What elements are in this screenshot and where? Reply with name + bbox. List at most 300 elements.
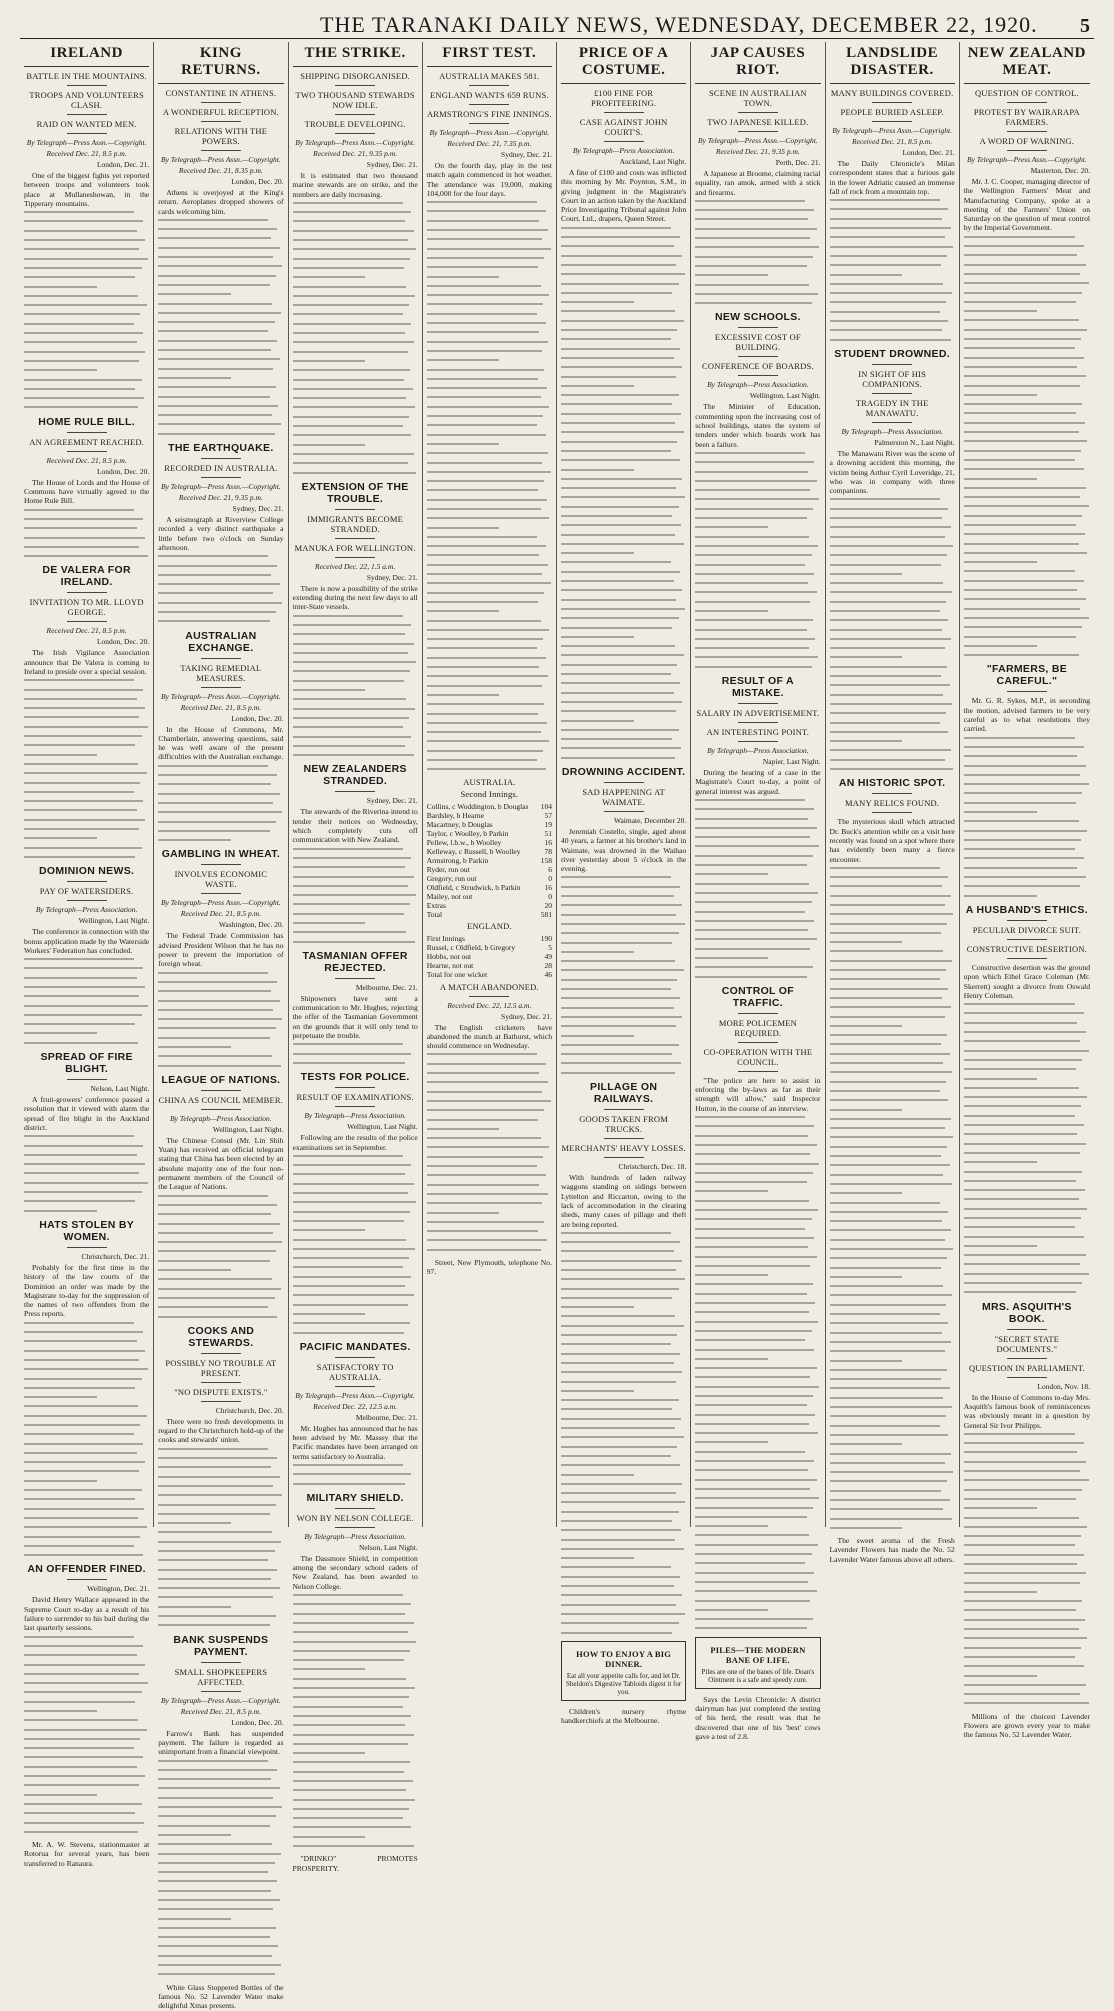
dateline: Wellington, Last Night. bbox=[78, 916, 150, 926]
text-line bbox=[830, 218, 943, 220]
runs: 16 bbox=[544, 837, 552, 847]
article bbox=[24, 1219, 149, 1556]
text-line bbox=[964, 1143, 1086, 1145]
text-line bbox=[427, 666, 540, 668]
text-line bbox=[830, 208, 949, 210]
article-subheading: ARMSTRONG'S FINE INNINGS. bbox=[426, 109, 552, 119]
dateline: London, Dec. 20. bbox=[231, 713, 284, 723]
text-line bbox=[695, 1451, 805, 1453]
text-line bbox=[964, 1105, 1081, 1107]
text-line bbox=[561, 654, 684, 656]
text-line bbox=[964, 1591, 1037, 1593]
article-title: HATS STOLEN BY WOMEN. bbox=[39, 1218, 135, 1243]
text-line bbox=[695, 1618, 813, 1620]
text-line bbox=[695, 1172, 813, 1174]
article bbox=[24, 1563, 149, 1832]
text-line bbox=[561, 487, 676, 489]
article-text: The Daily Chronicle's Milan correspondent states that a furious gale in the lower Adriatic caused an immense fall of rock from a mountain top. bbox=[829, 159, 955, 196]
text-line bbox=[561, 1492, 676, 1494]
text-line bbox=[561, 524, 681, 526]
text-line bbox=[695, 1330, 811, 1332]
text-line bbox=[293, 1761, 411, 1763]
text-line bbox=[830, 1453, 951, 1455]
text-line bbox=[158, 414, 272, 416]
text-line bbox=[830, 246, 954, 248]
text-line bbox=[158, 972, 268, 974]
article-title: LEAGUE OF NATIONS. bbox=[161, 1073, 281, 1086]
text-line bbox=[24, 360, 139, 362]
text-line bbox=[695, 1311, 809, 1313]
text-line bbox=[561, 543, 684, 545]
text-line bbox=[158, 1306, 268, 1308]
byline: By Telegraph—Press Assn.—Copyright. bbox=[26, 138, 147, 147]
dateline: London, Nov. 18. bbox=[1037, 1381, 1090, 1391]
divider bbox=[201, 687, 241, 688]
text-line bbox=[158, 1550, 274, 1552]
text-line bbox=[24, 555, 148, 557]
dateline: Christchurch, Dec. 18. bbox=[618, 1162, 687, 1172]
text-line bbox=[24, 369, 97, 371]
text-line bbox=[695, 1293, 806, 1295]
text-line bbox=[830, 339, 951, 341]
text-line bbox=[158, 1485, 273, 1487]
article-title: AUSTRALIA MAKES 581. bbox=[439, 71, 540, 81]
text-line bbox=[561, 1315, 675, 1317]
text-line bbox=[293, 1285, 406, 1287]
text-line bbox=[158, 1046, 231, 1048]
text-line bbox=[830, 1322, 949, 1324]
text-line bbox=[964, 1022, 1078, 1024]
ad-title: PILES—THE MODERN BANE OF LIFE. bbox=[710, 1644, 806, 1665]
text-line bbox=[24, 1691, 142, 1693]
dateline: Sydney, Dec. 21. bbox=[501, 1011, 552, 1021]
runs: 51 bbox=[544, 828, 552, 838]
text-line bbox=[24, 1005, 148, 1007]
text-line bbox=[561, 450, 671, 452]
article-title: RESULT OF A MISTAKE. bbox=[721, 675, 794, 700]
text-line bbox=[427, 722, 547, 724]
text-line bbox=[964, 598, 1086, 600]
dateline: Wellington, Last Night. bbox=[749, 391, 821, 401]
text-line bbox=[964, 792, 1083, 794]
text-line bbox=[561, 886, 680, 888]
text-line bbox=[24, 1664, 145, 1666]
text-line bbox=[427, 1202, 542, 1204]
text-line bbox=[24, 1470, 139, 1472]
text-line bbox=[561, 1288, 679, 1290]
divider bbox=[335, 538, 375, 539]
text-line bbox=[427, 759, 537, 761]
text-line bbox=[24, 509, 134, 511]
text-line bbox=[427, 1063, 546, 1065]
text-line bbox=[293, 643, 414, 645]
text-line bbox=[427, 1146, 550, 1148]
article-subheading: "SECRET STATE DOCUMENTS." bbox=[994, 1333, 1060, 1354]
text-line bbox=[561, 422, 675, 424]
article-text: David Henry Wallace appeared in the Supreme Court to-day as a result of his failure to surrender to his bail during the last quarterly sessions. bbox=[24, 1595, 150, 1633]
text-line bbox=[964, 1628, 1079, 1630]
article-subheading: A WONDERFUL RECEPTION. bbox=[162, 107, 279, 117]
text-line bbox=[830, 1090, 940, 1092]
text-lines bbox=[695, 1116, 820, 1629]
text-line bbox=[293, 876, 414, 878]
text-line bbox=[158, 1973, 274, 1975]
text-line bbox=[158, 555, 268, 557]
text-line bbox=[695, 1479, 816, 1481]
column-footer-text: Children's nursery rhyme handkerchiefs at the Melbourne. bbox=[561, 1706, 687, 1726]
text-line bbox=[964, 1226, 1075, 1228]
column-heading: THE STRIKE. bbox=[293, 42, 418, 67]
text-line bbox=[561, 738, 672, 740]
text-line bbox=[293, 1678, 407, 1680]
text-line bbox=[695, 228, 816, 230]
column-heading: KING RETURNS. bbox=[158, 42, 283, 84]
article-title: AN HISTORIC SPOT. bbox=[838, 777, 946, 790]
dateline: Nelson, Last Night. bbox=[90, 1084, 150, 1094]
text-line bbox=[830, 988, 949, 990]
text-line bbox=[695, 274, 768, 276]
text-line bbox=[427, 266, 538, 268]
text-line bbox=[24, 1135, 134, 1137]
article bbox=[24, 71, 149, 408]
text-line bbox=[830, 1443, 903, 1445]
text-line bbox=[964, 774, 1080, 776]
article bbox=[24, 865, 149, 1044]
text-line bbox=[561, 599, 676, 601]
text-line bbox=[830, 1350, 945, 1352]
text-line bbox=[158, 592, 273, 594]
article-title: NEW ZEALANDERS STRANDED. bbox=[303, 763, 407, 788]
text-line bbox=[695, 1386, 819, 1388]
text-line bbox=[427, 369, 545, 371]
text-line bbox=[830, 1341, 951, 1343]
divider bbox=[738, 1071, 778, 1072]
text-line bbox=[293, 1173, 406, 1175]
divider bbox=[201, 1353, 241, 1354]
text-line bbox=[964, 385, 1080, 387]
text-line bbox=[561, 1353, 680, 1355]
article bbox=[561, 1081, 686, 1634]
text-line bbox=[293, 1294, 414, 1296]
text-line bbox=[561, 329, 677, 331]
text-line bbox=[24, 1359, 139, 1361]
text-line bbox=[964, 394, 1037, 396]
text-line bbox=[695, 1376, 810, 1378]
batsman: Total bbox=[426, 909, 443, 919]
text-line bbox=[427, 1193, 548, 1195]
text-line bbox=[293, 388, 413, 390]
text-line bbox=[561, 1035, 634, 1037]
text-line bbox=[24, 977, 137, 979]
text-line bbox=[427, 647, 537, 649]
article bbox=[158, 1325, 283, 1627]
text-line bbox=[830, 913, 954, 915]
text-line bbox=[158, 1815, 276, 1817]
text-line bbox=[695, 610, 768, 612]
page-number: 5 bbox=[1080, 15, 1090, 37]
text-line bbox=[293, 295, 416, 297]
received-time: Received Dec. 21, 8.5 p.m. bbox=[852, 137, 933, 146]
article-title: MANY BUILDINGS COVERED. bbox=[830, 88, 954, 98]
text-line bbox=[830, 923, 948, 925]
text-line bbox=[427, 294, 550, 296]
text-line bbox=[561, 366, 682, 368]
text-line bbox=[158, 620, 269, 622]
text-line bbox=[158, 340, 277, 342]
text-line bbox=[293, 726, 403, 728]
article-subheading: AN AGREEMENT REACHED. bbox=[29, 436, 145, 447]
text-line bbox=[964, 319, 1079, 321]
text-line bbox=[964, 468, 1084, 470]
text-line bbox=[695, 1497, 819, 1499]
text-line bbox=[695, 911, 805, 913]
byline: By Telegraph—Press Assn.—Copyright. bbox=[429, 128, 550, 137]
text-line bbox=[293, 1789, 407, 1791]
text-line bbox=[293, 717, 409, 719]
text-line bbox=[293, 1641, 417, 1643]
article-text: Constructive desertion was the ground upon which Ethel Grace Coleman (Mr. Skerrett) sought a divorce from Oswald Henry Coleman. bbox=[963, 962, 1090, 1000]
text-line bbox=[964, 811, 1037, 813]
article-text: Mr. Hughes has announced that he has been advised by Mr. Massey that the Pacific mandates have been arranged on terms satisfactory to Australia. bbox=[292, 1423, 418, 1461]
text-line bbox=[158, 1899, 279, 1901]
text-line bbox=[695, 452, 805, 454]
divider bbox=[67, 621, 107, 622]
byline: By Telegraph—Press Association. bbox=[707, 380, 809, 390]
text-line bbox=[24, 248, 139, 250]
text-line bbox=[24, 1387, 135, 1389]
text-line bbox=[427, 1239, 547, 1241]
dateline: London, Dec. 21. bbox=[902, 148, 955, 157]
text-line bbox=[293, 1780, 413, 1782]
text-line bbox=[293, 1836, 366, 1838]
text-line bbox=[561, 1427, 675, 1429]
text-line bbox=[24, 1340, 137, 1342]
text-line bbox=[24, 726, 148, 728]
text-line bbox=[24, 1154, 137, 1156]
text-line bbox=[158, 405, 278, 407]
text-line bbox=[158, 330, 268, 332]
batsman: Ryder, run out bbox=[426, 864, 470, 874]
text-line bbox=[293, 670, 411, 672]
article bbox=[293, 71, 418, 474]
text-line bbox=[158, 1055, 272, 1057]
text-line bbox=[427, 554, 540, 556]
text-line bbox=[293, 425, 403, 427]
article-text: One of the biggest fights yet reported between troops and volunteers took place at Mullaneshowan, in the Tipperary mountains. bbox=[24, 171, 150, 208]
text-line bbox=[293, 931, 407, 933]
text-line bbox=[293, 941, 416, 943]
text-line bbox=[427, 387, 547, 389]
text-line bbox=[561, 923, 685, 925]
article-subheading: MERCHANTS' HEAVY LOSSES. bbox=[561, 1143, 686, 1154]
byline: By Telegraph—Press Assn.—Copyright. bbox=[161, 155, 281, 164]
text-lines bbox=[293, 848, 418, 943]
text-line bbox=[695, 1525, 768, 1527]
text-line bbox=[158, 990, 271, 992]
text-line bbox=[964, 755, 1078, 757]
received-time: Received Dec. 21, 9.35 p.m. bbox=[178, 493, 263, 503]
text-line bbox=[964, 1563, 1078, 1565]
article bbox=[695, 88, 820, 304]
text-line bbox=[964, 626, 1083, 628]
article-text: On the fourth day, play in the test match again commenced in hot weather. The attendance was 19,000, making 104,000 for the four days. bbox=[426, 161, 552, 198]
text-line bbox=[561, 1632, 672, 1634]
text-line bbox=[293, 286, 407, 288]
text-line bbox=[830, 712, 946, 714]
text-line bbox=[830, 749, 951, 751]
text-line bbox=[427, 1081, 548, 1083]
text-lines bbox=[24, 1322, 149, 1556]
article-text: There were no fresh developments in regard to the Christchurch hold-up of the cooks and stewards' union. bbox=[158, 1416, 284, 1445]
article-title: PILLAGE ON RAILWAYS. bbox=[590, 1081, 658, 1106]
dateline: London, Dec. 20. bbox=[231, 1717, 284, 1727]
text-line bbox=[561, 459, 680, 461]
england-title: ENGLAND. bbox=[466, 920, 512, 931]
dateline: Palmerston N., Last Night. bbox=[874, 437, 955, 447]
text-line bbox=[293, 1687, 416, 1689]
text-line bbox=[964, 1656, 1075, 1658]
text-line bbox=[695, 892, 818, 894]
text-line bbox=[24, 537, 145, 539]
article-subheading: RAID ON WANTED MEN. bbox=[36, 119, 137, 129]
text-line bbox=[158, 1232, 273, 1234]
text-lines bbox=[24, 211, 149, 408]
text-line bbox=[24, 1350, 145, 1352]
text-line bbox=[695, 284, 809, 286]
text-line bbox=[695, 845, 819, 847]
text-line bbox=[24, 847, 142, 849]
text-line bbox=[964, 1619, 1085, 1621]
text-line bbox=[158, 1316, 277, 1318]
dateline: Wellington, Last Night. bbox=[347, 1122, 418, 1132]
divider bbox=[1007, 1377, 1047, 1378]
text-line bbox=[158, 1531, 272, 1533]
text-line bbox=[695, 864, 806, 866]
text-line bbox=[427, 564, 548, 566]
article-title: CONTROL OF TRAFFIC. bbox=[721, 984, 794, 1009]
article-title: DOMINION NEWS. bbox=[39, 865, 135, 878]
text-line bbox=[427, 229, 548, 231]
text-line bbox=[293, 894, 417, 896]
text-line bbox=[830, 1229, 951, 1231]
text-lines bbox=[24, 958, 149, 1044]
article-title: SHIPPING DISORGANISED. bbox=[300, 71, 410, 81]
article-title: PACIFIC MANDATES. bbox=[299, 1340, 411, 1353]
text-line bbox=[427, 1221, 545, 1223]
runs: 190 bbox=[540, 933, 552, 943]
runs: 49 bbox=[544, 951, 552, 961]
text-line bbox=[964, 1675, 1037, 1677]
column-3 bbox=[289, 42, 423, 1873]
article-subheading: PECULIAR DIVORCE SUIT. bbox=[972, 924, 1082, 935]
article-title: THE EARTHQUAKE. bbox=[168, 442, 274, 455]
text-line bbox=[158, 574, 271, 576]
text-line bbox=[158, 1862, 274, 1864]
article-text: Farrow's Bank has suspended payment. The failure is regarded as unimportant from a financial viewpoint. bbox=[158, 1728, 284, 1757]
text-line bbox=[830, 1136, 954, 1138]
text-line bbox=[830, 768, 954, 770]
article-text: In the House of Commons to-day Mrs. Asquith's famous book of reminiscences was obviously meant in a question by General Sir Ivor Philipps. bbox=[963, 1392, 1090, 1430]
article-text: A seismograph at Riverview College recorded a very distinct earthquake a little before two o'clock on Sunday afternoon. bbox=[158, 515, 284, 552]
text-line bbox=[158, 1195, 268, 1197]
text-lines bbox=[830, 498, 955, 770]
divider bbox=[872, 393, 912, 394]
text-line bbox=[561, 1566, 671, 1568]
text-line bbox=[561, 431, 684, 433]
text-line bbox=[293, 913, 404, 915]
text-line bbox=[293, 341, 414, 343]
text-line bbox=[695, 1553, 811, 1555]
article-subheading: IMMIGRANTS BECOME STRANDED. bbox=[307, 513, 403, 534]
text-line bbox=[830, 1071, 953, 1073]
text-line bbox=[561, 534, 675, 536]
column-5 bbox=[557, 42, 691, 1726]
column-footer-text: "DRINKO" PROMOTES PROSPERITY. bbox=[292, 1854, 418, 1873]
text-line bbox=[964, 1059, 1083, 1061]
text-lines bbox=[24, 1636, 149, 1833]
text-line bbox=[158, 1513, 269, 1515]
text-line bbox=[695, 1190, 768, 1192]
text-line bbox=[830, 1118, 951, 1120]
text-line bbox=[158, 1787, 279, 1789]
divider bbox=[604, 141, 644, 142]
text-line bbox=[830, 731, 949, 733]
column-footer-text: Says the Levin Chronicle: A district dairyman has just completed the testing of his herd, the result was that he discovered that one of his 'best' cows gave a test of 2.8. bbox=[695, 1694, 821, 1741]
text-line bbox=[427, 620, 541, 622]
text-line bbox=[695, 808, 814, 810]
dateline: Sydney, Dec. 21. bbox=[501, 150, 552, 159]
text-line bbox=[158, 1250, 276, 1252]
text-line bbox=[695, 638, 815, 640]
text-line bbox=[427, 499, 547, 501]
text-line bbox=[293, 1322, 411, 1324]
text-line bbox=[964, 347, 1075, 349]
text-line bbox=[158, 1853, 281, 1855]
text-line bbox=[427, 480, 545, 482]
text-line bbox=[695, 1116, 805, 1118]
text-line bbox=[964, 505, 1089, 507]
text-line bbox=[24, 1172, 139, 1174]
text-line bbox=[695, 218, 808, 220]
article bbox=[293, 950, 418, 1064]
ad-text: Eat all your appetite calls for, and let Dr. Sheldon's Digestive Tabloids digest it for you. bbox=[566, 1671, 682, 1696]
received-time: Received Dec. 22, 12.5 a.m. bbox=[313, 1401, 398, 1411]
text-line bbox=[830, 694, 944, 696]
text-line bbox=[427, 582, 551, 584]
text-line bbox=[695, 1609, 768, 1611]
text-line bbox=[695, 836, 810, 838]
text-line bbox=[695, 799, 805, 801]
text-line bbox=[964, 1461, 1086, 1463]
article-subheading: TRAGEDY IN THE MANAWATU. bbox=[855, 397, 929, 418]
divider bbox=[604, 1157, 644, 1158]
article-title: MRS. ASQUITH'S BOOK. bbox=[982, 1300, 1072, 1325]
text-line bbox=[830, 684, 950, 686]
article-title: NEW SCHOOLS. bbox=[714, 311, 801, 324]
text-line bbox=[293, 397, 407, 399]
text-lines bbox=[964, 737, 1090, 897]
dateline: Auckland, Last Night. bbox=[619, 157, 687, 166]
text-line bbox=[964, 496, 1080, 498]
text-line bbox=[24, 1673, 139, 1675]
article-subheading: MANUKA FOR WELLINGTON. bbox=[294, 542, 416, 553]
text-line bbox=[293, 754, 414, 756]
received-time: Received Dec. 21, 9.35 p.m. bbox=[715, 147, 800, 156]
article bbox=[158, 848, 283, 1066]
text-line bbox=[830, 1220, 943, 1222]
divider bbox=[335, 1386, 375, 1387]
article bbox=[158, 1074, 283, 1318]
